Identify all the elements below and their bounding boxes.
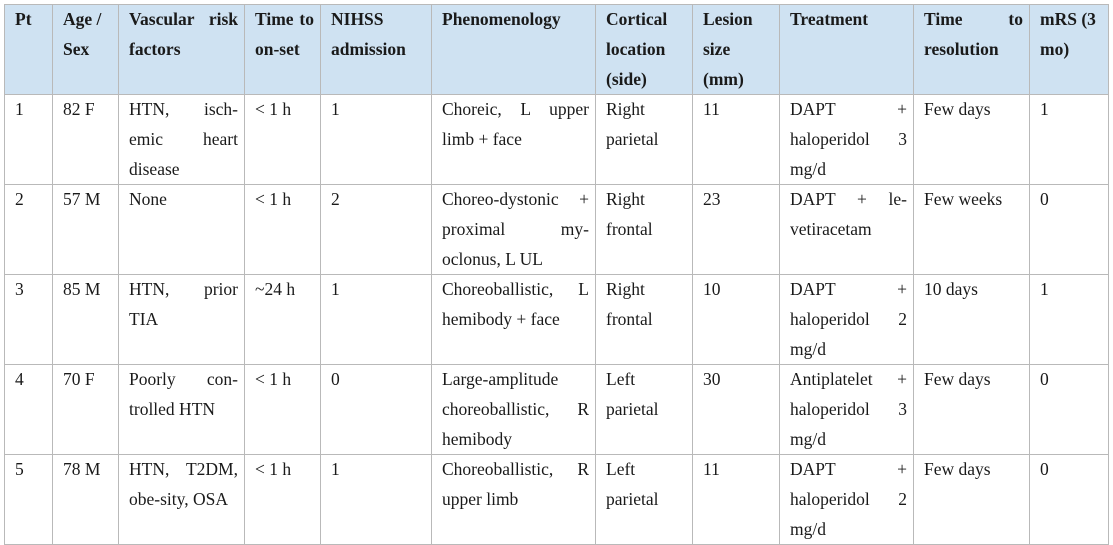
cell-cortical-location: Right frontal [596, 185, 693, 275]
cell-time-to-onset: < 1 h [245, 455, 321, 545]
cell-lesion-size: 11 [693, 95, 780, 185]
cell-cortical-location: Right frontal [596, 275, 693, 365]
cell-mrs: 0 [1030, 455, 1109, 545]
header-pt: Pt [5, 5, 53, 95]
clinical-cases-table [4, 4, 1109, 545]
cell-phenomenology: Choreoballistic, R upper limb [432, 455, 596, 545]
cell-time-to-resolution: Few days [914, 455, 1030, 545]
cell-cortical-location: Left parietal [596, 365, 693, 455]
header-age-sex: Age / Sex [53, 5, 119, 95]
cell-treatment: DAPT + haloperidol 3 mg/d [780, 95, 914, 185]
table-row [5, 95, 1109, 185]
cell-age-sex: 57 M [53, 185, 119, 275]
cell-pt: 4 [5, 365, 53, 455]
cell-time-to-onset: < 1 h [245, 365, 321, 455]
cell-nihss: 1 [321, 95, 432, 185]
cell-cortical-location: Right parietal [596, 95, 693, 185]
cell-mrs: 0 [1030, 365, 1109, 455]
table-row [5, 455, 1109, 545]
cell-risk-factors: Poorly con-trolled HTN [119, 365, 245, 455]
table-row [5, 185, 1109, 275]
cell-lesion-size: 11 [693, 455, 780, 545]
cell-mrs: 1 [1030, 95, 1109, 185]
header-cortical-location: Cortical location (side) [596, 5, 693, 95]
cell-phenomenology: Choreo-dystonic + proximal my-oclonus, L UL [432, 185, 596, 275]
cell-risk-factors: HTN, isch-emic heart disease [119, 95, 245, 185]
cell-treatment: DAPT + haloperidol 2 mg/d [780, 275, 914, 365]
cell-nihss: 1 [321, 455, 432, 545]
cell-lesion-size: 30 [693, 365, 780, 455]
cell-nihss: 0 [321, 365, 432, 455]
cell-phenomenology: Choreoballistic, L hemibody + face [432, 275, 596, 365]
cell-cortical-location: Left parietal [596, 455, 693, 545]
cell-time-to-resolution: Few days [914, 95, 1030, 185]
cell-nihss: 2 [321, 185, 432, 275]
cell-treatment: DAPT + le-vetiracetam [780, 185, 914, 275]
header-time-to-resolution: Time to resolution [914, 5, 1030, 95]
cell-age-sex: 85 M [53, 275, 119, 365]
header-time-to-onset: Time to on-set [245, 5, 321, 95]
header-nihss-admission: NIHSS admission [321, 5, 432, 95]
table-row [5, 275, 1109, 365]
cell-time-to-resolution: Few days [914, 365, 1030, 455]
cell-pt: 5 [5, 455, 53, 545]
header-phenomenology: Phenomenology [432, 5, 596, 95]
header-vascular-risk-factors: Vascular risk factors [119, 5, 245, 95]
cell-phenomenology: Large-amplitude choreoballistic, R hemibody [432, 365, 596, 455]
cell-age-sex: 78 M [53, 455, 119, 545]
cell-treatment: Antiplatelet + haloperidol 3 mg/d [780, 365, 914, 455]
table-row [5, 365, 1109, 455]
header-mrs: mRS (3 mo) [1030, 5, 1109, 95]
cell-pt: 3 [5, 275, 53, 365]
header-lesion-size: Lesion size (mm) [693, 5, 780, 95]
cell-mrs: 1 [1030, 275, 1109, 365]
cell-time-to-onset: < 1 h [245, 185, 321, 275]
table-header [5, 5, 1109, 95]
cell-pt: 1 [5, 95, 53, 185]
cell-risk-factors: None [119, 185, 245, 275]
header-treatment: Treatment [780, 5, 914, 95]
cell-time-to-resolution: Few weeks [914, 185, 1030, 275]
table-body [5, 95, 1109, 545]
clinical-table-container [4, 4, 1108, 545]
cell-mrs: 0 [1030, 185, 1109, 275]
cell-treatment: DAPT + haloperidol 2 mg/d [780, 455, 914, 545]
cell-risk-factors: HTN, prior TIA [119, 275, 245, 365]
cell-risk-factors: HTN, T2DM, obe-sity, OSA [119, 455, 245, 545]
cell-time-to-onset: < 1 h [245, 95, 321, 185]
cell-age-sex: 82 F [53, 95, 119, 185]
header-row [5, 5, 1109, 95]
cell-phenomenology: Choreic, L upper limb + face [432, 95, 596, 185]
cell-pt: 2 [5, 185, 53, 275]
cell-age-sex: 70 F [53, 365, 119, 455]
cell-lesion-size: 23 [693, 185, 780, 275]
cell-time-to-resolution: 10 days [914, 275, 1030, 365]
cell-lesion-size: 10 [693, 275, 780, 365]
cell-time-to-onset: ~24 h [245, 275, 321, 365]
cell-nihss: 1 [321, 275, 432, 365]
